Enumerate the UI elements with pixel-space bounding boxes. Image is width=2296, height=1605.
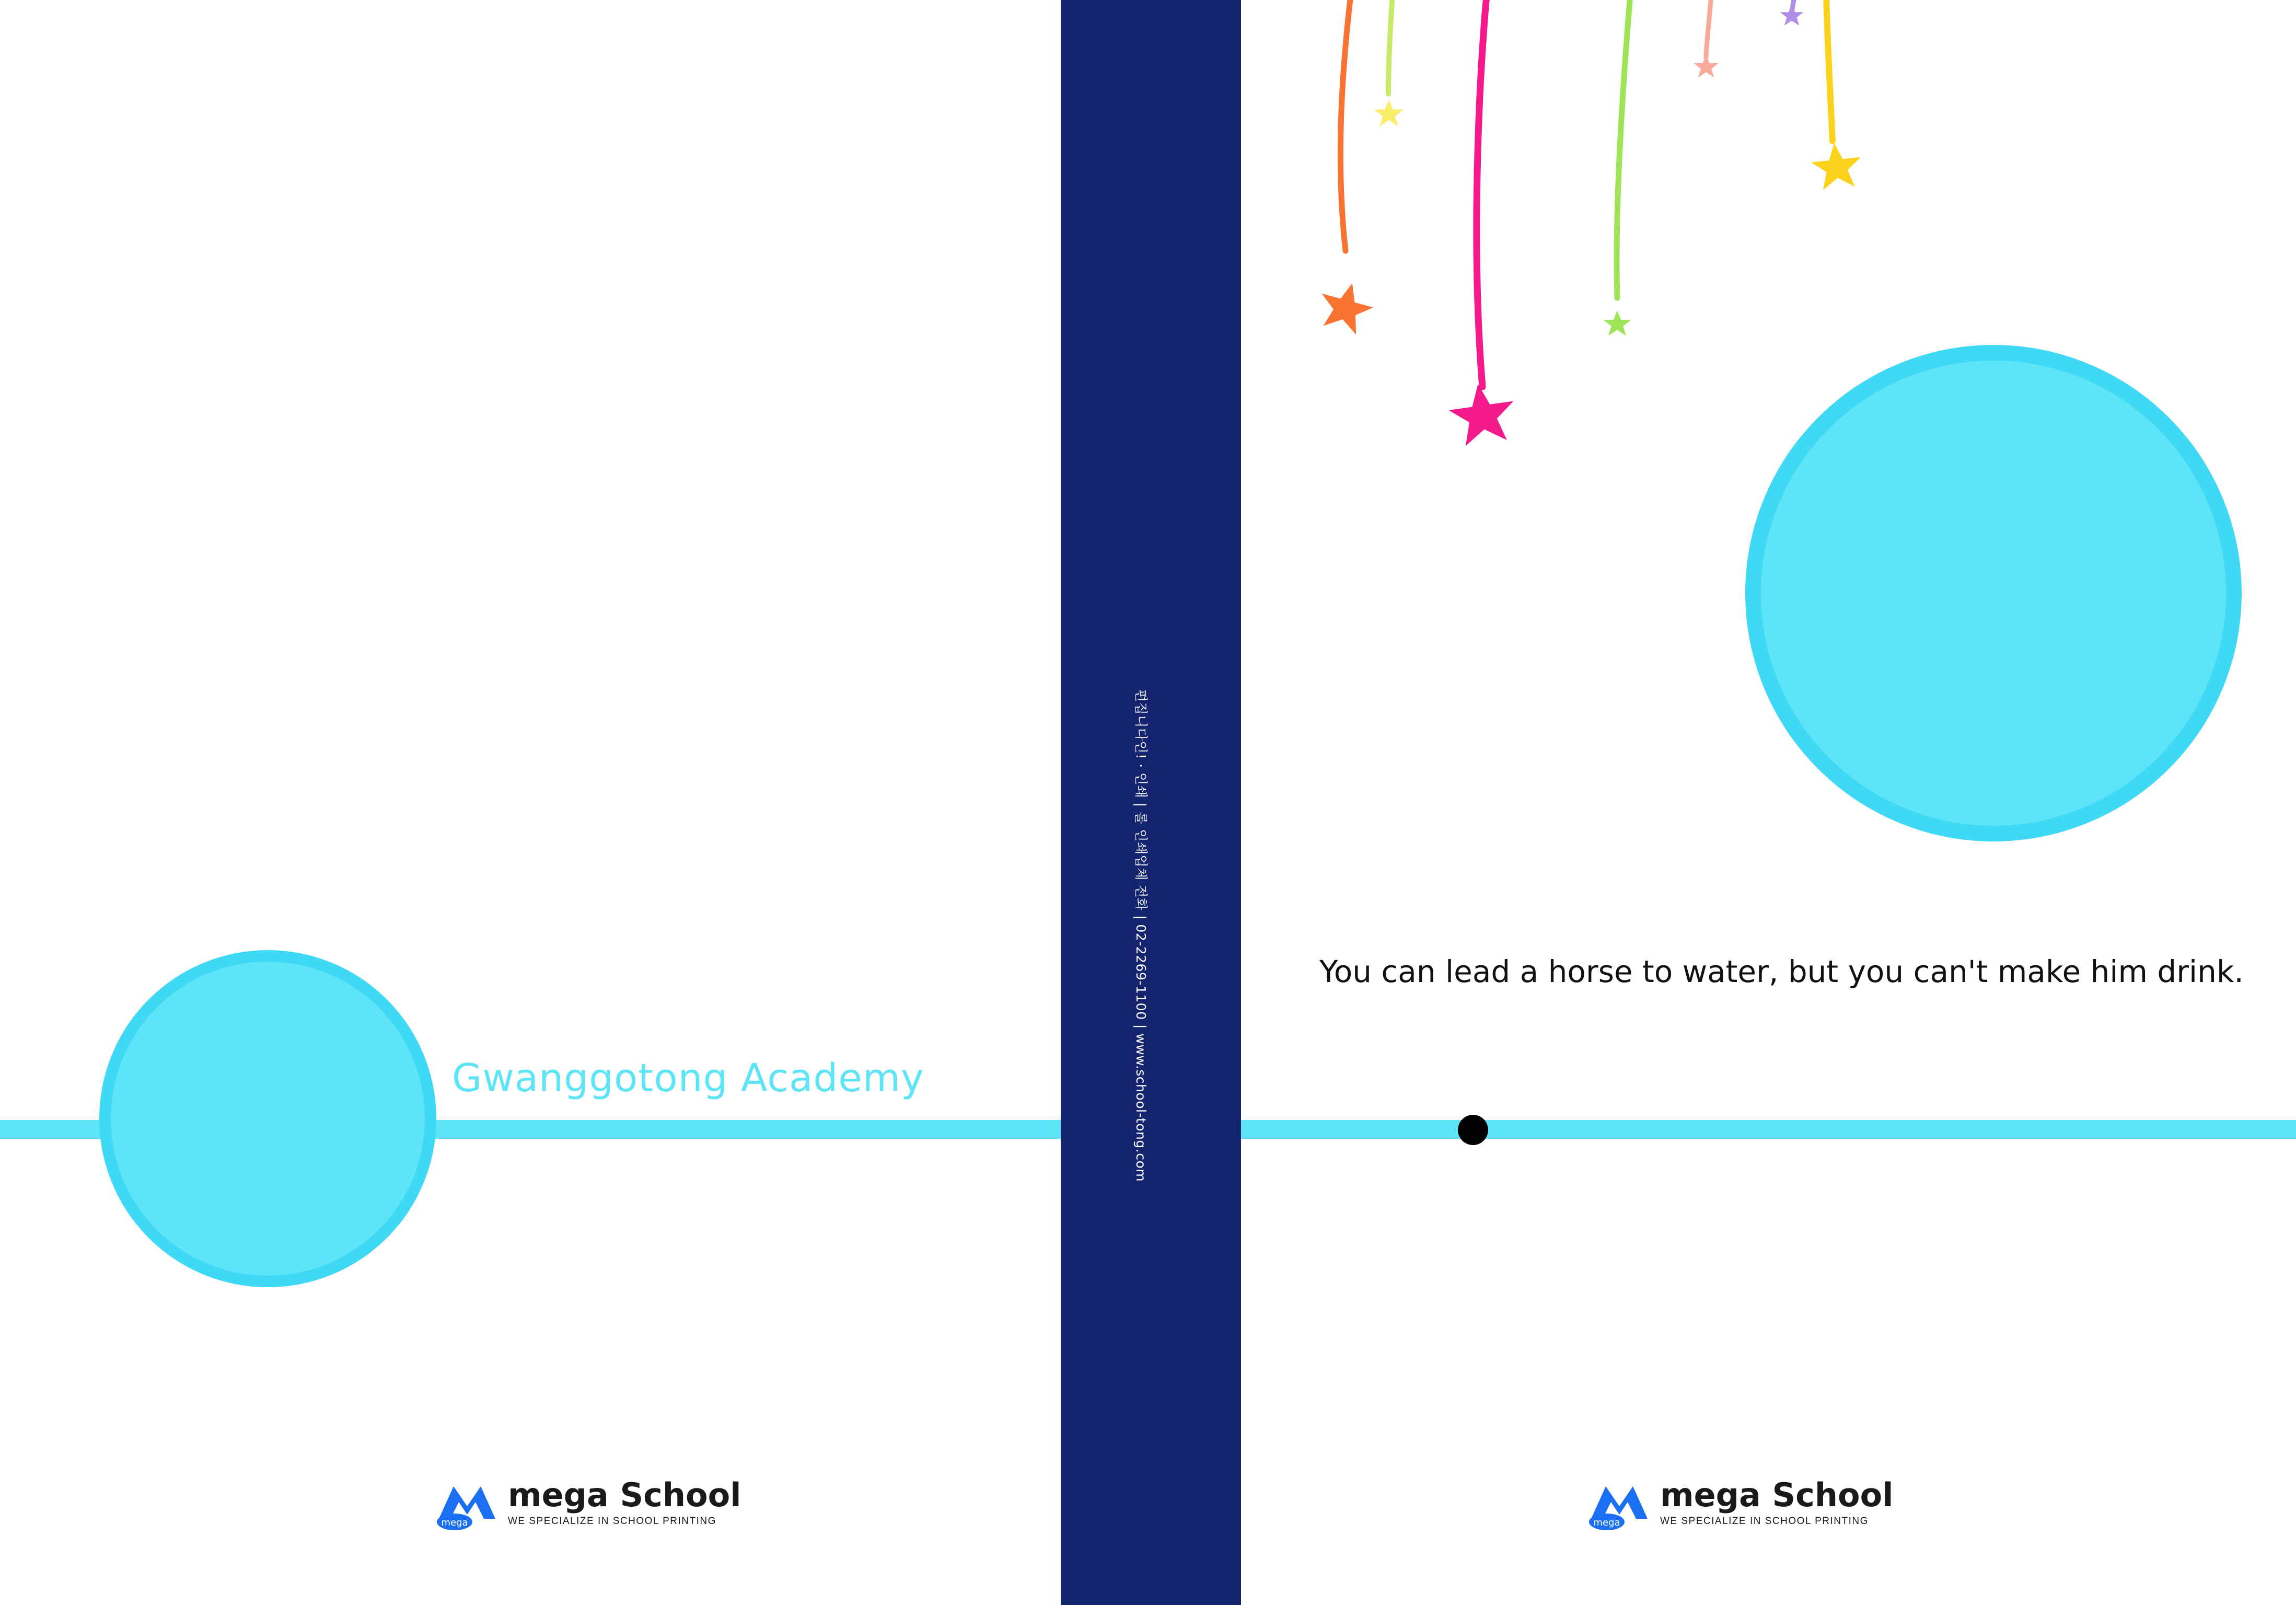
logo-tagline: WE SPECIALIZE IN SCHOOL PRINTING: [508, 1516, 716, 1527]
spine-panel: [1061, 0, 1241, 1605]
publisher-logo-back: [434, 1474, 741, 1532]
spine-imprint-text: 편집니다인! · 인쇄 | 롤 인쇄업체 전화 | 02-2269-1100 | www.school-tong.com: [1133, 689, 1149, 1182]
front-cover-accent-band: [1241, 1120, 2296, 1139]
logo-title: mega School: [1660, 1476, 1894, 1514]
black-dot-accent: [1458, 1115, 1488, 1145]
front-cover-panel: [1241, 0, 2296, 1605]
academy-name: Gwanggotong Academy: [452, 1056, 924, 1101]
logo-tagline: WE SPECIALIZE IN SCHOOL PRINTING: [1660, 1516, 1869, 1527]
svg-text:mega: mega: [1593, 1517, 1620, 1528]
svg-text:mega: mega: [441, 1517, 468, 1528]
mega-logo-icon: [434, 1474, 501, 1532]
cover-quote: You can lead a horse to water, but you can't make him drink.: [1319, 954, 2244, 989]
publisher-logo-front: [1586, 1474, 1893, 1532]
logo-title: mega School: [508, 1476, 741, 1514]
back-cover-circle: [99, 950, 436, 1287]
mega-logo-icon: [1586, 1474, 1653, 1532]
back-cover-panel: [0, 0, 1061, 1605]
front-cover-circle: [1745, 345, 2242, 841]
